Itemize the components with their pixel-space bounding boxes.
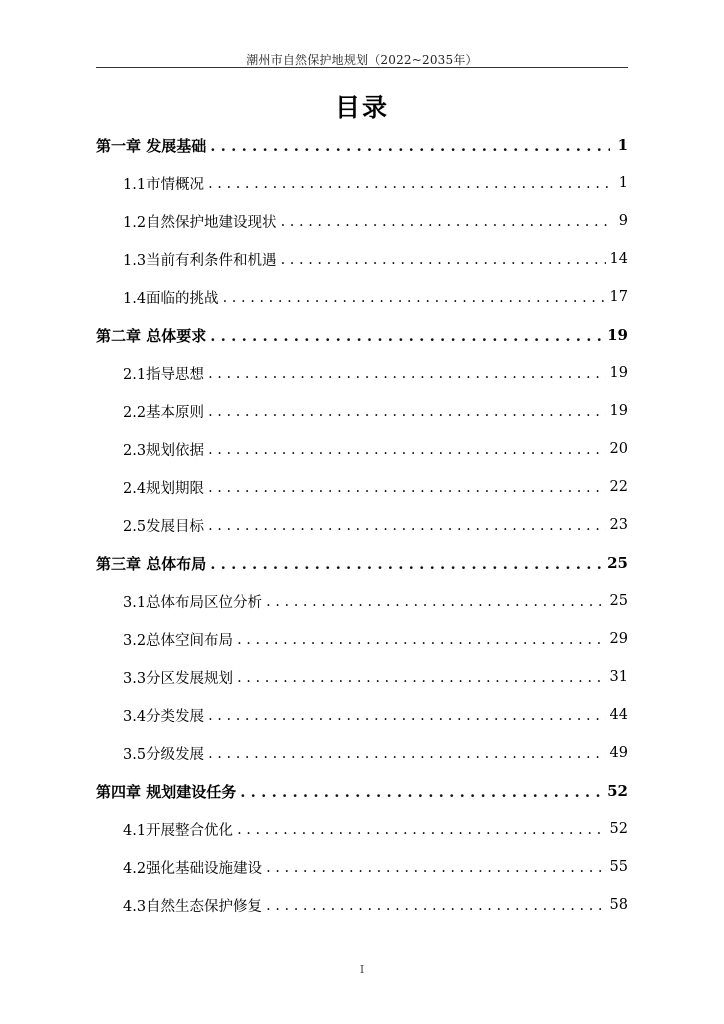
- toc-entry-label: 第一章 发展基础: [96, 136, 207, 155]
- toc-dot-leader: [208, 708, 605, 724]
- toc-page-number: 1: [617, 136, 628, 154]
- toc-entry-label: 3.1总体布局区位分析: [123, 594, 263, 611]
- toc-dot-leader: [281, 214, 610, 230]
- toc-entry-label: 3.2总体空间布局: [123, 632, 234, 649]
- toc-page-number: 20: [609, 441, 628, 457]
- toc-entry-label: 4.3自然生态保护修复: [123, 898, 263, 915]
- toc-page-number: 14: [609, 251, 628, 267]
- toc-page-number: 23: [609, 517, 628, 533]
- toc-entry-label: 1.2自然保护地建设现状: [123, 214, 277, 231]
- toc-page-number: 29: [609, 631, 628, 647]
- toc-dot-leader: [210, 555, 603, 573]
- toc-page-number: 52: [607, 782, 628, 800]
- toc-section-entry[interactable]: [96, 278, 628, 316]
- toc-dot-leader: [208, 746, 605, 762]
- toc-entry-label: 4.1开展整合优化: [123, 822, 234, 839]
- toc-page-number: 44: [609, 707, 628, 723]
- toc-entry-label: 第三章 总体布局: [96, 554, 207, 573]
- toc-section-entry[interactable]: [96, 810, 628, 848]
- page-title: 目录: [334, 93, 389, 122]
- toc-page-number: 25: [609, 593, 628, 609]
- toc-dot-leader: [223, 290, 606, 306]
- toc-dot-leader: [208, 366, 605, 382]
- running-header: 潮州市自然保护地规划（2022~2035年）: [246, 53, 478, 67]
- toc-page-number: 9: [618, 213, 628, 229]
- page-number: I: [359, 963, 365, 976]
- toc-page-number: 55: [609, 859, 628, 875]
- toc-chapter-entry[interactable]: [96, 772, 628, 810]
- toc-entry-label: 3.5分级发展: [123, 746, 205, 763]
- toc-chapter-entry[interactable]: [96, 544, 628, 582]
- toc-entry-label: 3.3分区发展规划: [123, 670, 234, 687]
- toc-entry-label: 2.1指导思想: [123, 366, 205, 383]
- toc-section-entry[interactable]: [96, 886, 628, 924]
- toc-dot-leader: [266, 898, 605, 914]
- toc-page-number: 17: [609, 289, 628, 305]
- toc-section-entry[interactable]: [96, 240, 628, 278]
- toc-section-entry[interactable]: [96, 696, 628, 734]
- toc-dot-leader: [208, 176, 610, 192]
- toc-page-number: 19: [607, 326, 628, 344]
- toc-section-entry[interactable]: [96, 392, 628, 430]
- table-of-contents: [96, 126, 628, 924]
- toc-page-number: 31: [609, 669, 628, 685]
- toc-chapter-entry[interactable]: [96, 126, 628, 164]
- toc-entry-label: 2.2基本原则: [123, 404, 205, 421]
- toc-page-number: 1: [618, 175, 628, 191]
- toc-section-entry[interactable]: [96, 848, 628, 886]
- toc-page-number: 19: [609, 365, 628, 381]
- toc-section-entry[interactable]: [96, 164, 628, 202]
- toc-entry-label: 2.3规划依据: [123, 442, 205, 459]
- toc-dot-leader: [266, 594, 605, 610]
- toc-page-number: 25: [607, 554, 628, 572]
- toc-entry-label: 1.1市情概况: [123, 176, 205, 193]
- toc-section-entry[interactable]: [96, 506, 628, 544]
- toc-dot-leader: [281, 252, 606, 268]
- toc-dot-leader: [208, 442, 605, 458]
- toc-page-number: 52: [609, 821, 628, 837]
- toc-dot-leader: [208, 480, 605, 496]
- toc-entry-label: 4.2强化基础设施建设: [123, 860, 263, 877]
- toc-dot-leader: [208, 404, 605, 420]
- toc-dot-leader: [210, 137, 610, 155]
- toc-entry-label: 2.5发展目标: [123, 518, 205, 535]
- toc-dot-leader: [237, 670, 605, 686]
- toc-page-number: 22: [609, 479, 628, 495]
- header-rule: [96, 67, 628, 68]
- toc-dot-leader: [237, 822, 605, 838]
- toc-section-entry[interactable]: [96, 468, 628, 506]
- toc-section-entry[interactable]: [96, 430, 628, 468]
- toc-dot-leader: [266, 860, 605, 876]
- toc-entry-label: 1.4面临的挑战: [123, 290, 219, 307]
- toc-dot-leader: [237, 632, 605, 648]
- toc-page-number: 49: [609, 745, 628, 761]
- toc-page-number: 58: [609, 897, 628, 913]
- toc-entry-label: 第四章 规划建设任务: [96, 782, 237, 801]
- toc-section-entry[interactable]: [96, 354, 628, 392]
- toc-entry-label: 3.4分类发展: [123, 708, 205, 725]
- toc-entry-label: 2.4规划期限: [123, 480, 205, 497]
- toc-section-entry[interactable]: [96, 620, 628, 658]
- toc-section-entry[interactable]: [96, 658, 628, 696]
- toc-section-entry[interactable]: [96, 734, 628, 772]
- toc-dot-leader: [240, 783, 603, 801]
- toc-section-entry[interactable]: [96, 202, 628, 240]
- toc-chapter-entry[interactable]: [96, 316, 628, 354]
- toc-dot-leader: [210, 327, 603, 345]
- toc-page-number: 19: [609, 403, 628, 419]
- toc-dot-leader: [208, 518, 605, 534]
- toc-entry-label: 第二章 总体要求: [96, 326, 207, 345]
- toc-entry-label: 1.3当前有利条件和机遇: [123, 252, 277, 269]
- toc-section-entry[interactable]: [96, 582, 628, 620]
